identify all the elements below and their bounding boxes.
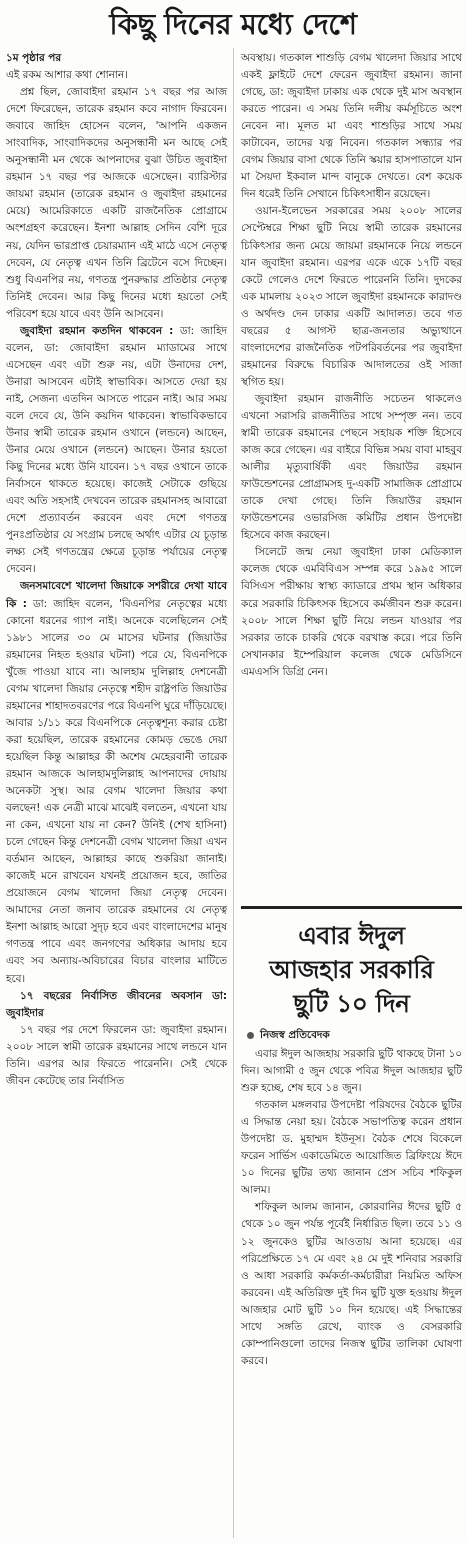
paragraph: এই রকম আশার কথা শোনান। bbox=[6, 69, 128, 82]
paragraph: গতকাল মঙ্গলবার উপদেষ্টা পরিষদের বৈঠকে ছুটির এ সিদ্ধান্ত নেয়া হয়। বৈঠকে সভাপতিত্ব করেন প্রধান উপদেষ্টা ড. মুহাম্মদ ইউনূস। বৈঠক শেষে বিকেলে ফরেন সার্ভিস একাডেমিতে আয়োজিত ব্রিফিংয়ে ঈদে ১০ দিনের ছুটির তথ্য জানান প্রেস সচিব শফিকুল আলম। bbox=[241, 1099, 462, 1197]
paragraph: শফিকুল আলম জানান, কোরবানির ঈদের ছুটি ৫ থেকে ১০ জুন পর্যন্ত পূর্বেই নির্ধারিত ছিল। তবে ১১ ও ১২ জুনকেও ছুটির আওতায় আনা হয়েছে। এর পরিপ্রেক্ষিতে ১৭ মে এবং ২৪ মে দুই শনিবার সরকারি ও আধা সরকারি কর্মকর্তা-কর্মচারীরা নিয়মিত অফিস করবেন। এই অতিরিক্ত দুই দিন ছুটি যুক্ত হওয়ায় ঈদুল আজহার মোট ছুটি ১০ দিন হয়েছে। এই সিদ্ধান্তের সাথে সঙ্গতি রেখে, ব্যাংক ও বেসরকারি কোম্পানিগুলো তাদের নিজস্ব ছুটির তালিকা ঘোষণা করবে। bbox=[241, 1201, 462, 1367]
paragraph: জুবাইদা রহমান কতদিন থাকবেন : ডা: জাহিদ বলেন, ডা: জোবাইদা রহমান ম্যাডামের সাথে এসেছেন এবং এটা শুরু নয়, এটা উনাদের দেশ, উনারা আসবেন এটাই স্বাভাবিক। আসতে দেয়া হয় নাই, সেজন্য এতদিন আসতে পারেন নাই। আর সময় বলে দেবে যে, উনি কয়দিন থাকবেন। স্বাভাবিকভাবে উনার স্বামী তারেক রহমান ওখানে (লন্ডনে) আছেন, উনার মেয়ে ওখানে (লন্ডনে) আছেন। উনার হয়তো কিছু দিনের মধ্যে উনি যাবেন। ১৭ বছর ওখানে তাকে নির্বাসনে থাকতে হয়েছে। কাজেই সেটাকে গুছিয়ে এবং অতি সহসাই দেখবেন তারেক রহমানসহ আবারো দেশে প্রত্যাবর্তন করবেন এবং দেশে গণতন্ত্র পুনঃপ্রতিষ্ঠার যে সংগ্রাম চলছে অর্থাৎ এটার যে চূড়ান্ত লক্ষ্য সেই গণতন্ত্রের ক্ষেত্রে চূড়ান্ত পর্যায়ের নেতৃত্ব দেবেন। bbox=[6, 324, 228, 576]
eid-article-headline: এবার ঈদুল আজহার সরকারি ছুটি ১০ দিন bbox=[269, 921, 434, 1018]
subhead: জুবাইদা রহমান কতদিন থাকবেন : bbox=[20, 324, 174, 337]
byline: নিজস্ব প্রতিবেদক bbox=[247, 1027, 462, 1044]
paragraph: জুবাইদা রহমান রাজনীতি সচেতন থাকলেও এখনো সরাসরি রাজনীতির সাথে সম্পৃক্ত নন। তবে স্বামী তারেক রহমানের পেছনে সহায়ক শক্তি হিসেবে কাজ করে গেছেন। এর বাইরে বিভিন্ন সময় বাবা মাহবুব আলীর মৃত্যুবার্ষিকী এবং জিয়াউর রহমান ফাউন্ডেশনের প্রোগ্রামসহ দু-একটি সামাজিক প্রোগ্রামে তাকে দেখা গেছে। তিনি জিয়াউর রহমান ফাউন্ডেশনের ওভারসিজ কমিটির প্রধান উপদেষ্টা হিসেবে কাজ করছেন। bbox=[241, 392, 462, 542]
paragraph: সিলেটে জন্ম নেয়া জুবাইদা ঢাকা মেডিক্যাল কলেজ থেকে এমবিবিএস সম্পন্ন করে ১৯৯৫ সালে বিসিএস পরীক্ষায় স্বাস্থ্য ক্যাডারে প্রথম স্থান অধিকার করে সরকারি চিকিৎসক হিসেবে কর্মজীবন শুরু করেন। ২০০৮ সালে শিক্ষা ছুটি নিয়ে লন্ডন যাওয়ার পর সরকার তাকে চাকরি থেকে বরখাস্ত করে। পরে তিনি সেখানকার ইম্পেরিয়াল কলেজ থেকে মেডিসিনে এমএসসি ডিগ্রি নেন। bbox=[241, 546, 462, 678]
paragraph: এবার ঈদুল আজহায় সরকারি ছুটি থাকছে টানা ১০ দিন। আগামী ৫ জুন থেকে পবিত্র ঈদুল আজহার ছুটি শুরু হচ্ছে, শেষ হবে ১৪ জুন। bbox=[241, 1048, 462, 1095]
subhead: ১৭ বছরের নির্বাসিত জীবনের অবসান ডা: জুবাইদার bbox=[6, 989, 227, 1019]
eid-article-body bbox=[241, 1046, 462, 1370]
paragraph: অবস্থায়। গতকাল শাশুড়ি বেগম খালেদা জিয়ার সাথে একই ফ্লাইটে দেশে ফেরেন জুবাইদা রহমান। জানা গেছে, ডা: জুবাইদা ঢাকায় এক থেকে দুই মাস অবস্থান করতে পারেন। এ সময় তিনি দলীয় কর্মসূচিতে অংশ নেবেন না। মূলত মা এবং শাশুড়ির সাথে সময় কাটাবেন, তাদের যত্ন নিবেন। গতকাল সন্ধ্যার পর বেগম জিয়ার বাসা থেকে তিনি স্কয়ার হাসপাতালে যান মা সৈয়দা ইকবাল মান্দ বানুকে দেখতে। বেশ কয়েক দিন ধরেই তিনি সেখানে চিকিৎসাধীন রয়েছেন। bbox=[241, 52, 462, 201]
bullet-icon bbox=[247, 1032, 254, 1039]
headline: কিছু দিনের মধ্যে দেশে bbox=[109, 7, 357, 41]
column-divider bbox=[233, 48, 234, 1538]
paragraph: প্রশ্ন ছিল, জোবাইদা রহমান ১৭ বছর পর আজ দেশে ফিরেছেন, তারেক রহমান কবে নাগাদ ফিরবেন। জবাবে জাহিদ হোসেন বলেন, 'আপনি একজন সাংবাদিক, সাংবাদিকদের অনুসন্ধানী মন আছে সেই অনুসন্ধানী মন থেকে আপনাদের বুঝা উচিত জুবাইদা রহমান ১৭ বছর পর আজকে এসেছেন। ব্যারিস্টার জায়মা রহমান (তারেক রহমান ও জুবাইদা রহমানের মেয়ে) আমেরিকাতে একটি রাজনৈতিক প্রোগ্রামে অংশগ্রহণ করেছেন। ইনশা আল্লাহ সেদিন বেশি দূরে নয়, যেদিন ভারপ্রাপ্ত চেয়ারম্যান এই মাঠে এসে নেতৃত্ব দেবেন, যে নেতৃত্ব এখন তিনি ব্রিটেনে বসে দিচ্ছেন। শুধু বিএনপির নয়, গণতন্ত্র পুনরুদ্ধার প্রতিষ্ঠার নেতৃত্ব তিনিই দেবেন। আর কিছু দিনের মধ্যে হয়তো সেই পরিবেশ হয়ে যাবে এবং উনি আসবেন। bbox=[6, 86, 227, 320]
paragraph: জনসমাবেশে খালেদা জিয়াকে সশরীরে দেখা যাবে কি : ডা: জাহিদ বলেন, 'বিএনপির নেতৃত্বের মধ্যে কোনো ধরনের গ্যাপ নাই। অনেকে বলেছিলেন সেই ১৯৮১ সালের ৩০ মে মাসের ঘটনার (জিয়াউর রহমানের নিহত হওয়ার ঘটনা) পরে যে, বিএনপিকে খুঁজে পাওয়া যাবে না। আলহাম দুলিল্লাহ দেশনেত্রী বেগম খালেদা জিয়ার নেতৃত্বে শহীদ রাষ্ট্রপতি জিয়াউর রহমানের শাহাদতবরণের পরে বিএনপি ঘুরে দাঁড়িয়েছে। আবার ১/১১ করে বিএনপিকে নেতৃত্বশূন্য করার চেষ্টা করা হয়েছিল, তারেক রহমানের কোমড় ভেঙে দেয়া হয়েছিল কিন্তু আল্লাহর কী অশেষ মেহেরবানী তারেক রহমান আজকে আলহামদুলিল্লাহ আপনাদের দোয়ায় অনেকটা সুস্থ। আর বেগম খালেদা জিয়ার কথা বলছেন! এক নেত্রী মাঝে মাঝেই বলতেন, এখনো যায় না কেন, এখনো যায় না কেন? উনিই (শেখ হাসিনা) চলে গেছেন কিন্তু দেশনেত্রী বেগম খালেদা জিয়া এখন বর্তমান আছেন, আল্লাহর কাছে শুকরিয়া জানাই। কাজেই মনে রাখবেন যখনই প্রয়োজন হবে, জাতির প্রয়োজনে বেগম খালেদা জিয়া নেতৃত্ব দেবেন। আমাদের নেতা জনাব তারেক রহমানের যে নেতৃত্ব ইনশা আল্লাহ আরো সুদৃঢ় হবে এবং বাংলাদেশের মানুষ গণতন্ত্র পাবে এবং জনগণের অধিকার আদায় হবে এবং সব অন্যায়-অবিচারের বিচার বাংলার মাটিতে হবে। bbox=[6, 580, 228, 985]
article-right-column bbox=[241, 50, 462, 681]
paragraph: ১৭ বছর পর দেশে ফিরলেন ডা: জুবাইদা রহমান। ২০০৮ সালে স্বামী তারেক রহমানের সাথে লন্ডনে যান তিনি। এরপর আর ফিরতে পারেননি। সেই থেকে জীবন কেটেছে তার নির্বাসিত bbox=[6, 1023, 227, 1087]
continued-from: ১ম পৃষ্ঠার পর bbox=[6, 52, 62, 64]
subhead: জনসমাবেশে খালেদা জিয়াকে সশরীরে দেখা যাবে কি : bbox=[6, 580, 227, 610]
eid-holiday-article bbox=[241, 906, 462, 1370]
article-left-column bbox=[6, 50, 227, 1090]
paragraph: ওয়ান-ইলেভেন সরকারের সময় ২০০৮ সালের সেপ্টেম্বরে শিক্ষা ছুটি নিয়ে স্বামী তারেক রহমানের চিকিৎসার জন্য মেয়ে জায়মা রহমানকে নিয়ে লন্ডনে যান জুবাইদা রহমান। এরপর একে একে ১৭টি বছর কেটে গেলেও দেশে ফিরতে পারেননি তিনি। দুদকের এক মামলায় ২০২৩ সালে জুবাইদা রহমানকে কারাদণ্ড ও অর্থদণ্ড দেন ঢাকার একটি আদালত। তবে গত বছরের ৫ আগস্ট ছাত্র-জনতার অভ্যুত্থানে বাংলাদেশের রাজনৈতিক পটপরিবর্তনের পর জুবাইদা রহমানের বিরুদ্ধে বিচারিক আদালতের ওই সাজা স্থগিত হয়। bbox=[241, 205, 462, 388]
